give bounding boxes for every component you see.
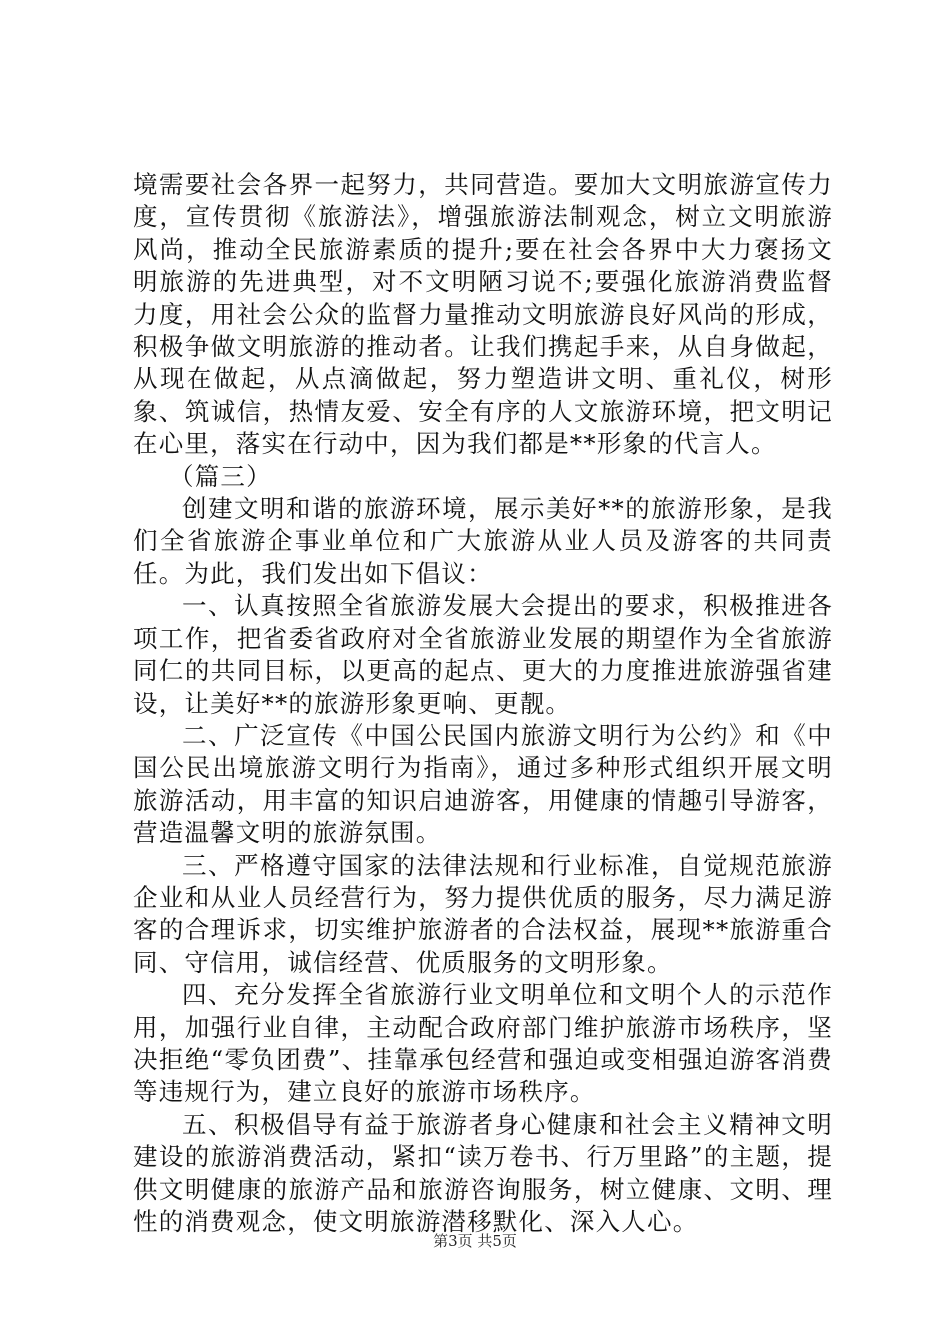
paragraph-item-4: 四、充分发挥全省旅游行业文明单位和文明个人的示范作用，加强行业自律，主动配合政府部门维护旅游市场秩序，坚决拒绝“零负团费”、挂靠承包经营和强迫或变相强迫游客消费等违规行为，建立良好的旅游市场秩序。 [133, 980, 833, 1107]
paragraph-preamble: 创建文明和谐的旅游环境，展示美好**的旅游形象，是我们全省旅游企事业单位和广大旅游从业人员及游客的共同责任。为此，我们发出如下倡议： [133, 494, 833, 588]
paragraph-item-5: 五、积极倡导有益于旅游者身心健康和社会主义精神文明建设的旅游消费活动，紧扣“读万卷书、行万里路”的主题，提供文明健康的旅游产品和旅游咨询服务，树立健康、文明、理性的消费观念，使文明旅游潜移默化、深入人心。 [133, 1109, 833, 1236]
document-body [133, 169, 833, 1238]
page-footer: 第3页 共5页 [433, 1232, 517, 1250]
paragraph-item-3: 三、严格遵守国家的法律法规和行业标准，自觉规范旅游企业和从业人员经营行为，努力提供优质的服务，尽力满足游客的合理诉求，切实维护旅游者的合法权益，展现**旅游重合同、守信用，诚信经营、优质服务的文明形象。 [133, 850, 833, 977]
paragraph-item-1: 一、认真按照全省旅游发展大会提出的要求，积极推进各项工作，把省委省政府对全省旅游业发展的期望作为全省旅游同仁的共同目标，以更高的起点、更大的力度推进旅游强省建设，让美好**的旅游形象更响、更靓。 [133, 591, 833, 718]
section-heading: （篇三） [169, 461, 272, 491]
paragraph-item-2: 二、广泛宣传《中国公民国内旅游文明行为公约》和《中国公民出境旅游文明行为指南》，通过多种形式组织开展文明旅游活动，用丰富的知识启迪游客，用健康的情趣引导游客，营造温馨文明的旅游氛围。 [133, 720, 833, 848]
intro-paragraph: 境需要社会各界一起努力，共同营造。要加大文明旅游宣传力度，宣传贯彻《旅游法》，增强旅游法制观念，树立文明旅游风尚，推动全民旅游素质的提升;要在社会各界中大力褒扬文明旅游的先进典型，对不文明陋习说不;要强化旅游消费监督力度，用社会公众的监督力量推动文明旅游良好风尚的形成，积极争做文明旅游的推动者。让我们携起手来，从自身做起，从现在做起，从点滴做起，努力塑造讲文明、重礼仪，树形象、筑诚信，热情友爱、安全有序的人文旅游环境，把文明记在心里，落实在行动中，因为我们都是**形象的代言人。 [133, 170, 833, 459]
